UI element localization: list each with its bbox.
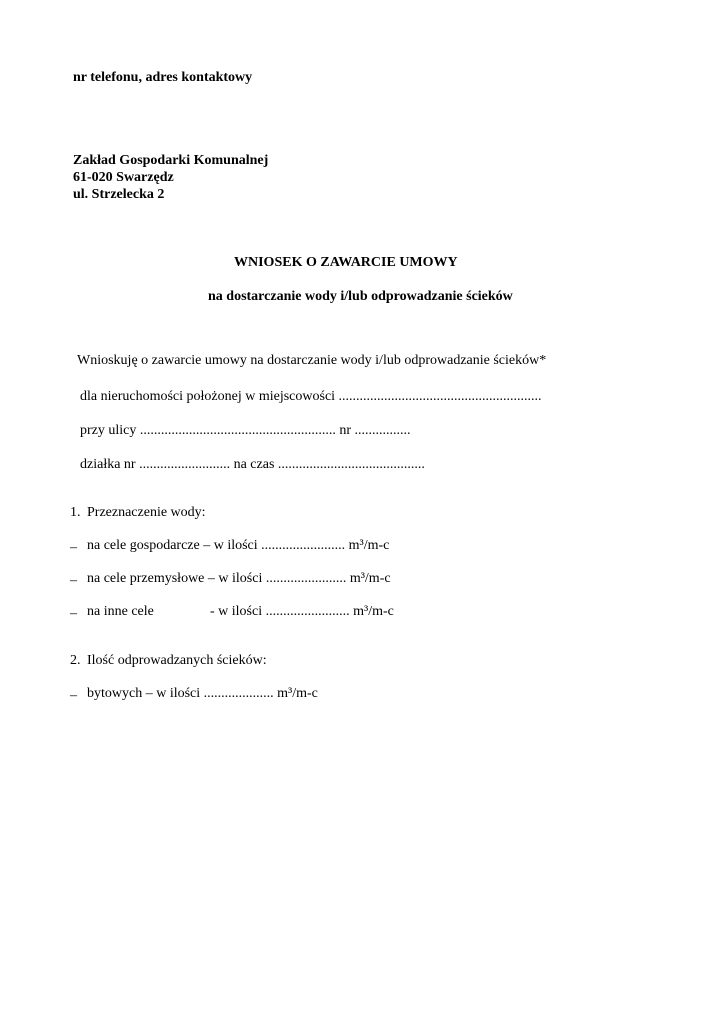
- plot-field: działka nr .......................... na czas ..........................................: [80, 457, 425, 472]
- recipient-street: ul. Strzelecka 2: [73, 187, 165, 202]
- page-title: WNIOSEK O ZAWARCIE UMOWY: [234, 255, 458, 270]
- water-use-industrial: na cele przemysłowe – w ilości ....................... m³/m-c: [87, 571, 391, 586]
- request-line: Wnioskuję o zawarcie umowy na dostarczanie wody i/lub odprowadzanie ścieków*: [77, 353, 547, 368]
- section2-number: 2.: [70, 653, 81, 668]
- sender-contact-line: nr telefonu, adres kontaktowy: [73, 70, 253, 85]
- list-bullet: –: [70, 540, 77, 555]
- water-use-economic: na cele gospodarcze – w ilości ........................ m³/m-c: [87, 538, 390, 553]
- section1-number: 1.: [70, 505, 81, 520]
- water-use-other-label: na inne cele: [87, 604, 154, 619]
- sewage-domestic: bytowych – w ilości .................... m³/m-c: [87, 686, 318, 701]
- section2-heading: Ilość odprowadzanych ścieków:: [87, 653, 267, 668]
- section1-heading: Przeznaczenie wody:: [87, 505, 206, 520]
- list-bullet: –: [70, 573, 77, 588]
- water-use-other-quantity: - w ilości ........................ m³/m-c: [210, 604, 394, 619]
- list-bullet: –: [70, 688, 77, 703]
- street-field: przy ulicy ........................................................ nr ................: [80, 423, 411, 438]
- location-field: dla nieruchomości położonej w miejscowości ..........................................................: [80, 389, 542, 404]
- page-subtitle: na dostarczanie wody i/lub odprowadzanie ścieków: [208, 289, 513, 304]
- list-bullet: –: [70, 606, 77, 621]
- recipient-postal-code: 61-020 Swarzędz: [73, 170, 174, 185]
- recipient-name: Zakład Gospodarki Komunalnej: [73, 153, 269, 168]
